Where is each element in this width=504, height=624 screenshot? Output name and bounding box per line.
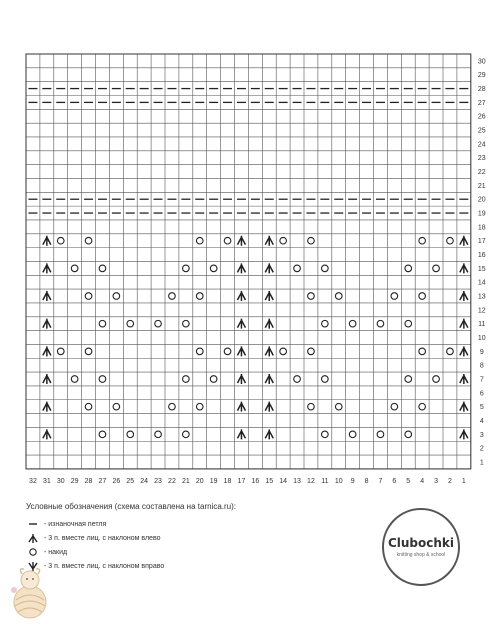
row-number-label: 1	[479, 459, 484, 467]
k3-left-decrease-mark	[237, 236, 245, 246]
yarn-over-mark	[294, 376, 301, 383]
column-number-label: 14	[279, 477, 288, 485]
yarn-over-mark	[85, 403, 92, 410]
yarn-over-mark	[99, 320, 106, 327]
k3-left-decrease-icon	[26, 532, 40, 544]
yarn-over-mark	[224, 348, 231, 355]
yarn-over-mark	[85, 348, 92, 355]
yarn-over-mark	[196, 348, 203, 355]
column-number-label: 19	[209, 477, 218, 485]
yarn-over-mark	[419, 293, 426, 300]
yarn-over-mark	[447, 237, 454, 244]
column-number-label: 1	[461, 477, 466, 485]
k3-left-decrease-mark	[265, 236, 273, 246]
clubochki-logo	[382, 508, 460, 586]
column-number-label: 13	[293, 477, 301, 485]
k3-left-decrease-mark	[43, 263, 51, 273]
yarn-over-mark	[155, 431, 162, 438]
logo-name: Clubochki	[387, 536, 455, 550]
yarn-over-mark	[335, 403, 342, 410]
row-number-label: 26	[477, 113, 486, 121]
row-number-label: 17	[477, 238, 486, 246]
yarn-over-mark	[294, 265, 301, 272]
row-number-label: 11	[478, 321, 486, 329]
yarn-over-mark	[196, 403, 203, 410]
yarn-over-mark	[322, 376, 329, 383]
row-number-label: 25	[477, 127, 486, 135]
column-number-label: 31	[42, 477, 51, 485]
k3-left-decrease-mark	[43, 291, 51, 301]
column-number-label: 23	[154, 477, 162, 485]
k3-left-decrease-mark	[43, 319, 51, 329]
yarn-over-mark	[308, 237, 315, 244]
column-number-label: 20	[195, 477, 204, 485]
k3-left-decrease-mark	[460, 291, 468, 301]
k3-left-decrease-mark	[265, 263, 273, 273]
yarn-over-mark	[183, 376, 190, 383]
yarn-over-mark	[99, 376, 106, 383]
yarn-over-mark	[391, 293, 398, 300]
row-number-label: 23	[477, 155, 486, 163]
yarn-over-mark	[349, 320, 356, 327]
yarn-over-mark	[391, 403, 398, 410]
k3-left-decrease-mark	[265, 429, 273, 439]
row-number-label: 2	[479, 445, 484, 453]
column-number-label: 10	[334, 477, 343, 485]
k3-left-decrease-mark	[43, 402, 51, 412]
k3-left-decrease-mark	[237, 374, 245, 384]
legend-text: - 3 п. вместе лиц. с наклоном влево	[44, 534, 161, 542]
yarn-over-mark	[113, 293, 120, 300]
row-number-label: 28	[477, 86, 486, 94]
yarn-over-mark	[99, 431, 106, 438]
k3-left-decrease-mark	[460, 319, 468, 329]
k3-left-decrease-mark	[265, 402, 273, 412]
k3-left-decrease-mark	[460, 402, 468, 412]
yarn-over-mark	[405, 376, 412, 383]
row-number-label: 30	[477, 58, 486, 66]
row-number-label: 24	[477, 141, 486, 149]
column-number-label: 29	[70, 477, 79, 485]
k3-left-decrease-mark	[237, 429, 245, 439]
column-number-label: 4	[420, 477, 425, 485]
row-number-label: 5	[479, 404, 484, 412]
k3-left-decrease-mark	[460, 429, 468, 439]
column-number-label: 7	[378, 477, 383, 485]
yarn-over-mark	[322, 431, 329, 438]
row-number-label: 8	[479, 362, 484, 370]
yarn-over-mark	[405, 265, 412, 272]
row-number-label: 15	[477, 265, 486, 273]
k3-left-decrease-mark	[43, 346, 51, 356]
yarn-over-mark	[85, 293, 92, 300]
column-number-label: 12	[307, 477, 315, 485]
yarn-over-mark	[224, 237, 231, 244]
yarn-over-mark	[210, 376, 217, 383]
row-number-label: 14	[477, 279, 486, 287]
yarn-over-mark	[196, 237, 203, 244]
row-number-label: 13	[477, 293, 486, 301]
yarn-over-mark	[183, 431, 190, 438]
yarn-over-mark	[405, 320, 412, 327]
k3-left-decrease-mark	[460, 374, 468, 384]
column-number-label: 27	[98, 477, 107, 485]
yarn-over-mark	[71, 265, 78, 272]
yarn-over-mark	[433, 265, 440, 272]
legend-item-purl	[26, 517, 236, 531]
yarn-over-mark	[127, 320, 134, 327]
yarn-over-mark	[210, 265, 217, 272]
k3-left-decrease-mark	[237, 319, 245, 329]
legend-text: - изнаночная петля	[44, 520, 107, 528]
column-number-label: 24	[140, 477, 149, 485]
legend-item-yarn-over	[26, 545, 236, 559]
row-number-label: 3	[479, 431, 484, 439]
column-number-label: 11	[321, 477, 329, 485]
yarn-over-mark	[127, 431, 134, 438]
yarn-over-mark	[419, 237, 426, 244]
legend-text: - 3 п. вместе лиц. с наклоном вправо	[44, 562, 165, 570]
k3-left-decrease-mark	[237, 402, 245, 412]
yarn-over-mark	[85, 237, 92, 244]
legend-text: - накид	[44, 548, 68, 556]
column-number-label: 28	[84, 477, 93, 485]
yarn-over-mark	[322, 320, 329, 327]
row-number-label: 10	[477, 335, 486, 343]
row-number-label: 16	[477, 252, 486, 260]
logo-tagline: knitting shop & school	[396, 552, 446, 558]
yarn-over-mark	[377, 431, 384, 438]
column-number-label: 16	[251, 477, 260, 485]
column-number-label: 32	[29, 477, 37, 485]
yarn-over-mark	[447, 348, 454, 355]
column-number-label: 25	[126, 477, 135, 485]
yarn-over-mark	[308, 348, 315, 355]
yarn-over-mark	[419, 348, 426, 355]
k3-left-decrease-mark	[265, 291, 273, 301]
row-number-label: 19	[477, 210, 486, 218]
k3-left-decrease-mark	[460, 346, 468, 356]
k3-left-decrease-mark	[265, 374, 273, 384]
yarn-over-mark	[99, 265, 106, 272]
row-number-label: 4	[479, 417, 484, 425]
yarn-over-mark	[405, 431, 412, 438]
row-number-label: 20	[477, 196, 486, 204]
row-number-label: 21	[477, 182, 486, 190]
k3-left-decrease-mark	[265, 319, 273, 329]
yarn-over-mark	[183, 320, 190, 327]
column-number-label: 3	[434, 477, 439, 485]
yarn-over-circle-icon	[26, 546, 40, 558]
column-number-label: 30	[56, 477, 65, 485]
yarn-over-mark	[335, 293, 342, 300]
k3-left-decrease-mark	[43, 429, 51, 439]
yarn-over-mark	[169, 403, 176, 410]
yarn-over-mark	[169, 293, 176, 300]
yarn-over-mark	[308, 293, 315, 300]
yarn-over-mark	[71, 376, 78, 383]
yarn-over-mark	[433, 376, 440, 383]
legend-item-k3-left	[26, 531, 236, 545]
row-number-label: 22	[477, 169, 486, 177]
yarn-over-mark	[57, 348, 64, 355]
column-number-label: 15	[265, 477, 274, 485]
column-number-label: 8	[364, 477, 369, 485]
yarn-over-mark	[57, 237, 64, 244]
yarn-over-mark	[308, 403, 315, 410]
k3-left-decrease-mark	[43, 236, 51, 246]
row-number-label: 6	[479, 390, 484, 398]
yarn-over-mark	[113, 403, 120, 410]
yarn-over-mark	[419, 403, 426, 410]
k3-left-decrease-mark	[43, 374, 51, 384]
row-number-label: 18	[477, 224, 486, 232]
yarn-over-mark	[377, 320, 384, 327]
yarn-over-mark	[280, 348, 287, 355]
column-number-label: 6	[392, 477, 397, 485]
column-number-label: 22	[168, 477, 176, 485]
legend-title: Условные обозначения (схема составлена на tarnica.ru):	[26, 502, 237, 511]
row-number-label: 29	[477, 72, 486, 80]
k3-left-decrease-mark	[237, 263, 245, 273]
column-number-label: 2	[447, 477, 452, 485]
yarn-over-mark	[155, 320, 162, 327]
row-number-label: 9	[479, 348, 484, 356]
column-number-label: 17	[237, 477, 246, 485]
yarn-over-mark	[196, 293, 203, 300]
column-number-label: 9	[350, 477, 355, 485]
k3-left-decrease-mark	[460, 263, 468, 273]
k3-left-decrease-mark	[237, 346, 245, 356]
k3-left-decrease-mark	[265, 346, 273, 356]
yarn-mascot-icon	[0, 560, 60, 622]
column-number-label: 26	[112, 477, 121, 485]
column-number-label: 21	[181, 477, 190, 485]
row-number-label: 7	[479, 376, 484, 384]
column-number-label: 18	[223, 477, 232, 485]
yarn-over-mark	[183, 265, 190, 272]
purl-dash-icon	[26, 518, 40, 530]
row-number-label: 12	[477, 307, 486, 315]
yarn-over-mark	[349, 431, 356, 438]
yarn-over-mark	[280, 237, 287, 244]
row-number-label: 27	[477, 99, 486, 107]
k3-left-decrease-mark	[237, 291, 245, 301]
column-number-label: 5	[406, 477, 411, 485]
k3-left-decrease-mark	[460, 236, 468, 246]
yarn-over-mark	[322, 265, 329, 272]
